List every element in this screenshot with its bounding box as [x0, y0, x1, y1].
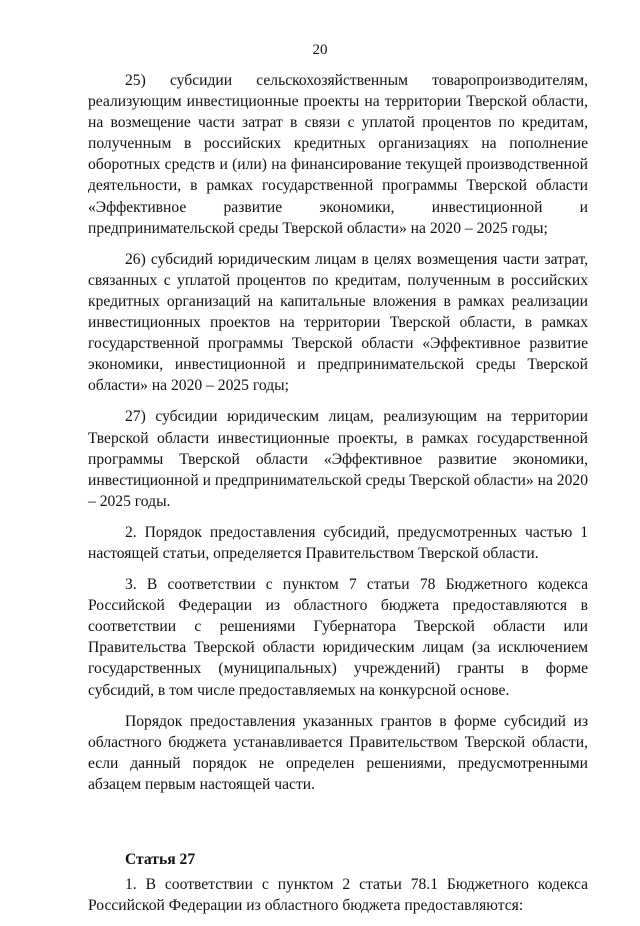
page-number: 20 [312, 42, 328, 58]
paragraph-grant-procedure: Порядок предоставления указанных грантов в форме субсидий из областного бюджета устанавливается Правительством Тверской области, если данный порядок не определен решениями, предусмотренными абзацем первым настоящей части. [88, 712, 588, 793]
article-paragraph-1: 1. В соответствии с пунктом 2 статьи 78.1 Бюджетного кодекса Российской Федерации из областного бюджета предоставляются: [88, 876, 588, 915]
paragraph-part-3: 3. В соответствии с пунктом 7 статьи 78 Бюджетного кодекса Российской Федерации из областного бюджета предоставляются в соответствии с решениями Губернатора Тверской области или Правительства Тверской области юридическим лицам (за исключением государственных (муниципальных) учреждений) гранты в форме субсидий, в том числе предоставляемых на конкурсной основе. [88, 576, 588, 699]
article-title: Статья 27 [125, 851, 196, 868]
document-body [88, 70, 588, 926]
paragraph-item-25: 25) субсидии сельскохозяйственным товаропроизводителям, реализующим инвестиционные проекты на территории Тверской области, на возмещение части затрат в связи с уплатой процентов по кредитам, полученным в российских кредитных организациях на пополнение оборотных средств и (или) на финансирование текущей производственной деятельности, в рамках государственной программы Тверской области «Эффективное развитие экономики, инвестиционной и предпринимательской среды Тверской области» на 2020 – 2025 годы; [88, 72, 588, 237]
paragraph-item-26: 26) субсидий юридическим лицам в целях возмещения части затрат, связанных с уплатой процентов по кредитам, полученным в российских кредитных организаций на капитальные вложения в рамках реализации инвестиционных проектов на территории Тверской области, в рамках государственной программы Тверской области «Эффективное развитие экономики, инвестиционной и предпринимательской среды Тверской области» на 2020 – 2025 годы; [88, 250, 588, 395]
paragraph-part-2: 2. Порядок предоставления субсидий, предусмотренных частью 1 настоящей статьи, определяется Правительством Тверской области. [88, 523, 588, 562]
paragraph-item-27: 27) субсидии юридическим лицам, реализующим на территории Тверской области инвестиционные проекты, в рамках государственной программы Тверской области «Эффективное развитие экономики, инвестиционной и предпринимательской среды Тверской области» на 2020 – 2025 годы. [88, 408, 588, 510]
